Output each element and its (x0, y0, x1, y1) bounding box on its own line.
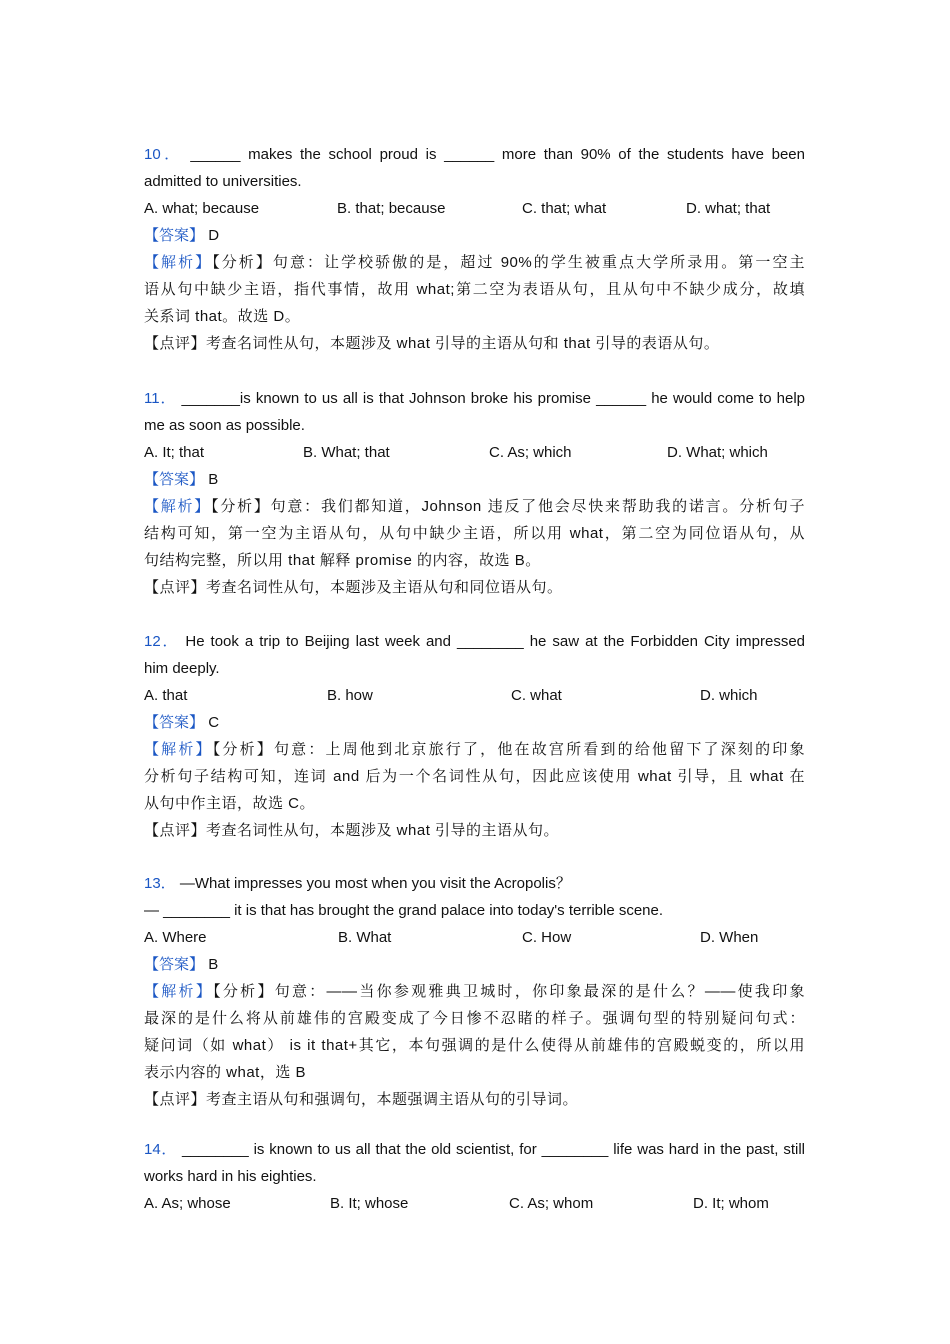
question-stem-line: 10． ______ makes the school proud is ______ more than 90% of the students have been (144, 146, 805, 163)
analysis-line: 【解析】【分析】句意：上周他到北京旅行了，他在故宫所看到的给他留下了深刻的印象 (144, 741, 805, 758)
comment-tag: 【点评】 (144, 822, 207, 839)
answer-value: C (208, 714, 220, 731)
options-row (144, 1190, 805, 1217)
options-row (144, 682, 805, 709)
option-a: A. Where (144, 929, 207, 946)
analysis-tag: 【解析】 (144, 983, 214, 1000)
question-number: 13． (144, 875, 176, 892)
question-stem-line: 11． _______is known to us all is that Johnson broke his promise ______ he would come to help (144, 390, 805, 407)
option-d: D. What; which (667, 444, 768, 461)
answer-tag: 【答案】 (144, 714, 205, 731)
comment-line: 【点评】考查名词性从句，本题涉及主语从句和同位语从句。 (144, 579, 563, 596)
answer-value: D (208, 227, 220, 244)
comment-line: 【点评】考查名词性从句，本题涉及 what 引导的主语从句。 (144, 822, 560, 839)
option-d: D. It; whom (693, 1195, 769, 1212)
answer-line (144, 951, 805, 978)
question-14 (144, 1136, 805, 1217)
comment-line: 【点评】考查主语从句和强调句，本题强调主语从句的引导词。 (144, 1091, 579, 1108)
analysis-line: 语从句中缺少主语，指代事情，故用 what;第二空为表语从句，且从句中不缺少成分，故填 (144, 281, 805, 298)
answer-line (144, 222, 805, 249)
comment-tag: 【点评】 (144, 1091, 207, 1108)
analysis-line: 【解析】【分析】句意：——当你参观雅典卫城时，你印象最深的是什么？——使我印象 (144, 983, 805, 1000)
question-stem-line: me as soon as possible. (144, 417, 305, 434)
comment-tag: 【点评】 (144, 335, 207, 352)
option-d: D. When (700, 929, 759, 946)
analysis-line: 关系词 that。故选 D。 (144, 308, 301, 325)
question-number: 12． (144, 633, 180, 650)
option-b: B. What (338, 929, 392, 946)
option-c: C. How (522, 929, 572, 946)
question-number: 10． (144, 146, 183, 163)
question-stem-line: admitted to universities. (144, 173, 302, 190)
analysis-line: 【解析】【分析】句意：让学校骄傲的是，超过 90%的学生被重点大学所录用。第一空主 (144, 254, 805, 271)
option-b: B. What; that (303, 444, 390, 461)
analysis-line: 从句中作主语，故选 C。 (144, 795, 316, 812)
answer-line (144, 709, 805, 736)
analysis-tag: 【解析】 (144, 498, 212, 515)
question-11 (144, 385, 805, 601)
option-a: A. As; whose (144, 1195, 231, 1212)
option-d: D. which (700, 687, 758, 704)
question-stem-line: — ________ it is that has brought the grand palace into today's terrible scene. (144, 902, 664, 919)
question-12 (144, 628, 805, 844)
analysis-tag: 【解析】 (144, 254, 213, 271)
option-a: A. what; because (144, 200, 260, 217)
question-number: 11． (144, 390, 177, 407)
options-row (144, 439, 805, 466)
options-row (144, 924, 805, 951)
question-number: 14． (144, 1141, 178, 1158)
option-b: B. how (327, 687, 373, 704)
option-d: D. what; that (686, 200, 771, 217)
question-stem-line: him deeply. (144, 660, 220, 677)
answer-value: B (208, 471, 219, 488)
option-b: B. that; because (337, 200, 446, 217)
question-stem-line: 14． ________ is known to us all that the old scientist, for ________ life was hard in the past, still (144, 1141, 805, 1158)
option-a: A. that (144, 687, 188, 704)
analysis-line: 结构可知，第一空为主语从句，从句中缺少主语，所以用 what，第二空为同位语从句，从 (144, 525, 805, 542)
options-row (144, 195, 805, 222)
analysis-line: 分析句子结构可知，连词 and 后为一个名词性从句，因此应该使用 what 引导，且 what 在 (144, 768, 805, 785)
question-10 (144, 141, 805, 357)
question-13 (144, 870, 805, 1113)
answer-tag: 【答案】 (144, 227, 205, 244)
question-stem-line: 13． —What impresses you most when you visit the Acropolis？ (144, 875, 571, 892)
option-b: B. It; whose (330, 1195, 409, 1212)
answer-tag: 【答案】 (144, 471, 205, 488)
analysis-line: 疑问词（如 what） is it that+其它，本句强调的是什么使得从前雄伟的宫殿蜕变的，所以用 (144, 1037, 805, 1054)
comment-line: 【点评】考查名词性从句，本题涉及 what 引导的主语从句和 that 引导的表语从句。 (144, 335, 720, 352)
option-c: C. As; whom (509, 1195, 594, 1212)
analysis-line: 句结构完整，所以用 that 解释 promise 的内容，故选 B。 (144, 552, 541, 569)
comment-tag: 【点评】 (144, 579, 207, 596)
option-c: C. that; what (522, 200, 607, 217)
analysis-line: 最深的是什么将从前雄伟的宫殿变成了今日惨不忍睹的样子。强调句型的特别疑问句式： (144, 1010, 805, 1027)
answer-value: B (208, 956, 219, 973)
option-c: C. As; which (489, 444, 572, 461)
option-a: A. It; that (144, 444, 205, 461)
analysis-line: 【解析】【分析】句意：我们都知道，Johnson 违反了他会尽快来帮助我的诺言。分析句子 (144, 498, 805, 515)
analysis-line: 表示内容的 what，选 B (144, 1064, 307, 1081)
answer-line (144, 466, 805, 493)
question-stem-line: 12． He took a trip to Beijing last week and ________ he saw at the Forbidden City impressed (144, 633, 805, 650)
option-c: C. what (511, 687, 562, 704)
analysis-tag: 【解析】 (144, 741, 213, 758)
answer-tag: 【答案】 (144, 956, 205, 973)
question-stem-line: works hard in his eighties. (144, 1168, 317, 1185)
